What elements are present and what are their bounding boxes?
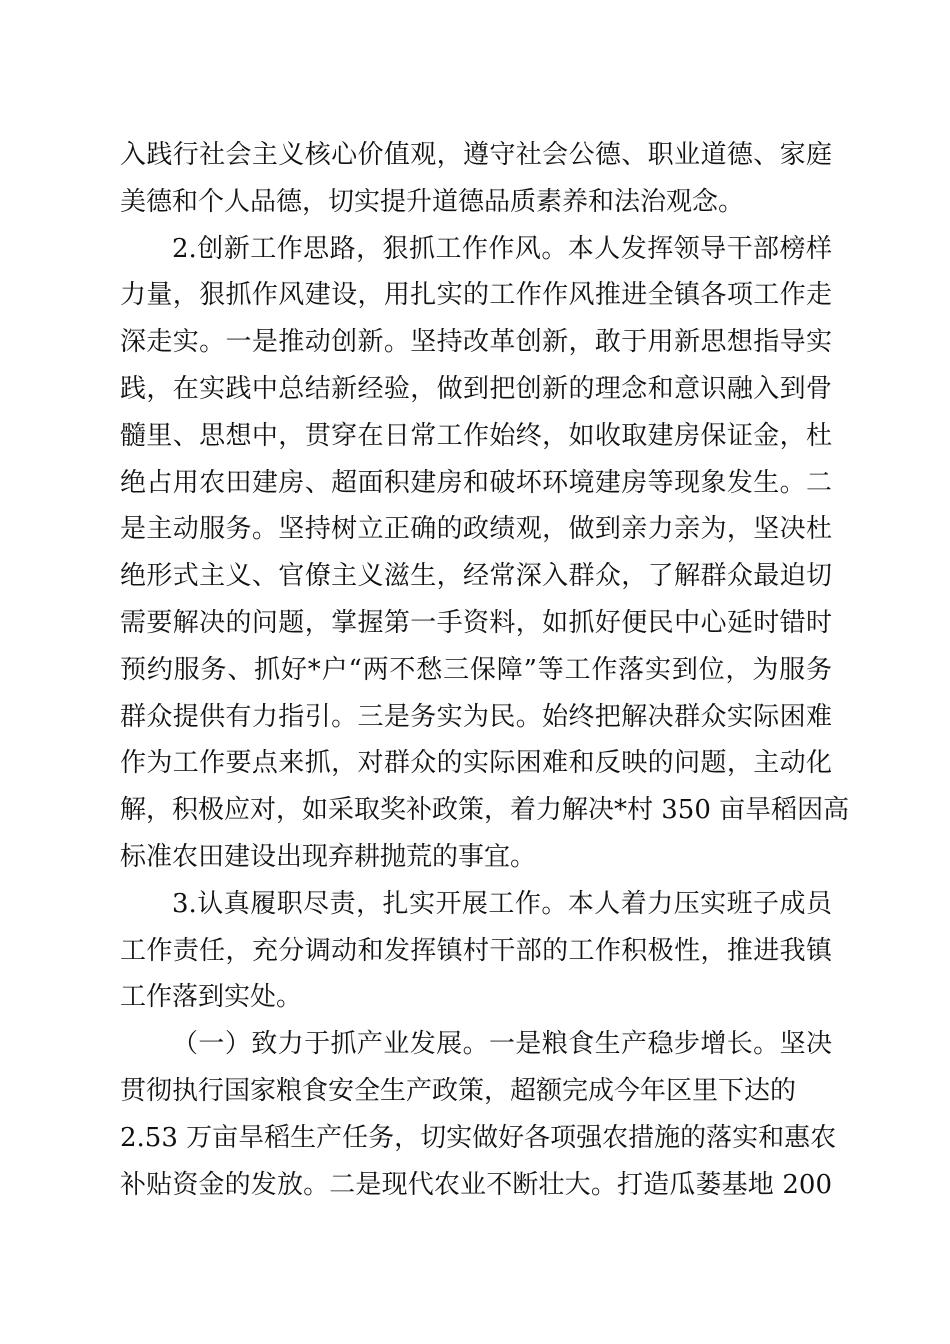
text-line: 工作责任，充分调动和发挥镇村干部的工作积极性，推进我镇 bbox=[120, 935, 832, 966]
text-line: 群众提供有力指引。三是务实为民。始终把解决群众实际困难 bbox=[120, 701, 832, 732]
text-line: （一）致力于抓产业发展。一是粮食生产稳步增长。坚决 bbox=[172, 1029, 832, 1060]
document-body bbox=[120, 132, 850, 1208]
text-line: 是主动服务。坚持树立正确的政绩观，做到亲力亲为，坚决杜 bbox=[120, 514, 832, 545]
text-line: 2.创新工作思路，狠抓工作作风。本人发挥领导干部榜样 bbox=[172, 233, 832, 264]
text-line: 髓里、思想中，贯穿在日常工作始终，如收取建房保证金，杜 bbox=[120, 420, 832, 451]
text-line: 践，在实践中总结新经验，做到把创新的理念和意识融入到骨 bbox=[120, 373, 832, 404]
text-line: 贯彻执行国家粮食安全生产政策，超额完成今年区里下达的 bbox=[120, 1075, 797, 1106]
text-line: 3.认真履职尽责，扎实开展工作。本人着力压实班子成员 bbox=[172, 888, 832, 919]
text-line: 解，积极应对，如采取奖补政策，着力解决*村 350 亩旱稻因高 bbox=[120, 795, 850, 826]
text-line: 工作落到实处。 bbox=[120, 982, 303, 1013]
text-line: 预约服务、抓好*户“两不愁三保障”等工作落实到位，为服务 bbox=[120, 654, 832, 685]
text-line: 绝占用农田建房、超面积建房和破坏环境建房等现象发生。二 bbox=[120, 467, 832, 498]
text-line: 入践行社会主义核心价值观，遵守社会公德、职业道德、家庭 bbox=[120, 140, 832, 170]
text-line: 补贴资金的发放。二是现代农业不断壮大。打造瓜蒌基地 200 bbox=[120, 1169, 832, 1200]
text-line: 作为工作要点来抓，对群众的实际困难和反映的问题，主动化 bbox=[120, 748, 832, 779]
text-line: 2.53 万亩旱稻生产任务，切实做好各项强农措施的落实和惠农 bbox=[120, 1122, 837, 1153]
text-line: 标准农田建设出现弃耕抛荒的事宜。 bbox=[120, 841, 537, 872]
text-line: 美德和个人品德，切实提升道德品质素养和法治观念。 bbox=[120, 186, 745, 217]
text-line: 需要解决的问题，掌握第一手资料，如抓好便民中心延时错时 bbox=[120, 607, 832, 638]
text-line: 力量，狠抓作风建设，用扎实的工作作风推进全镇各项工作走 bbox=[120, 280, 832, 311]
text-line: 绝形式主义、官僚主义滋生，经常深入群众，了解群众最迫切 bbox=[120, 561, 832, 592]
text-line: 深走实。一是推动创新。坚持改革创新，敢于用新思想指导实 bbox=[120, 327, 832, 358]
